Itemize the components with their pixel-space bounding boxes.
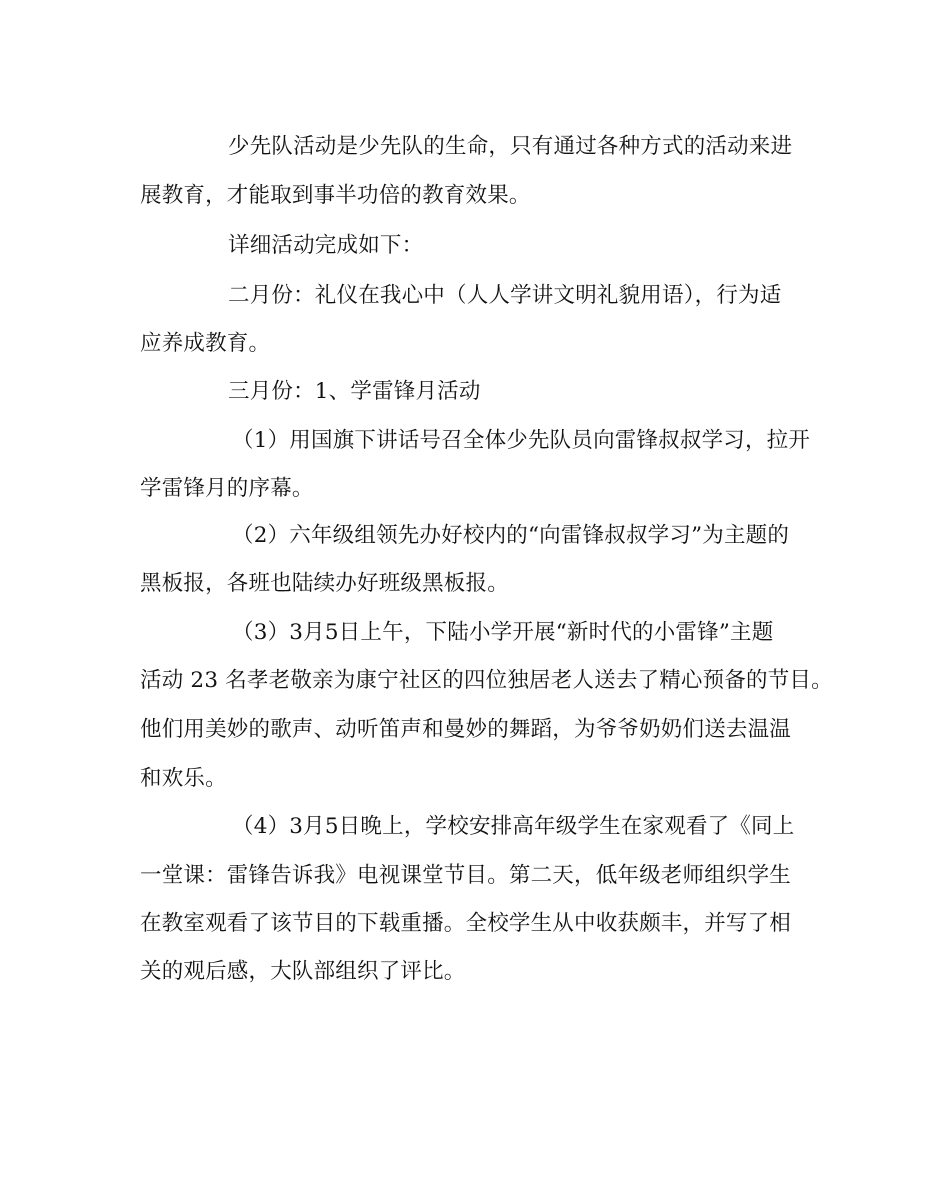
paragraph-line: （1）用国旗下讲话号召全体少先队员向雷锋叔叔学习，拉开 [232,428,811,453]
paragraph-line: 展教育，才能取到事半功倍的教育效果。 [140,183,531,208]
paragraph-line: 三月份：1、学雷锋月活动 [228,379,481,404]
paragraph-line: 关的观后感，大队部组织了评比。 [140,959,466,984]
paragraph-line: 一堂课：雷锋告诉我》电视课堂节目。第二天，低年级老师组织学生 [140,863,792,888]
paragraph-line: 学雷锋月的序幕。 [140,476,314,501]
paragraph-line: 少先队活动是少先队的生命，只有通过各种方式的活动来进 [228,134,793,159]
paragraph-line: 在教室观看了该节目的下载重播。全校学生从中收获颇丰，并写了相 [140,911,792,936]
paragraph-line: （4）3月5日晚上，学校安排高年级学生在家观看了《同上 [232,814,795,839]
paragraph-line: 二月份：礼仪在我心中（人人学讲文明礼貌用语），行为适 [228,283,782,308]
paragraph-line: （2）六年级组领先办好校内的“向雷锋叔叔学习”为主题的 [232,523,790,548]
paragraph-line: （3）3月5日上午，下陆小学开展“新时代的小雷锋”主题 [232,620,774,645]
paragraph-line: 黑板报，各班也陆续办好班级黑板报。 [140,571,509,596]
paragraph-line: 应养成教育。 [140,331,271,356]
paragraph-line: 活动 23 名孝老敬亲为康宁社区的四位独居老人送去了精心预备的节目。 [140,668,833,693]
paragraph-line: 他们用美妙的歌声、动听笛声和曼妙的舞蹈，为爷爷奶奶们送去温温 [140,717,792,742]
paragraph-line: 详细活动完成如下： [228,233,424,258]
paragraph-line: 和欢乐。 [140,766,227,791]
